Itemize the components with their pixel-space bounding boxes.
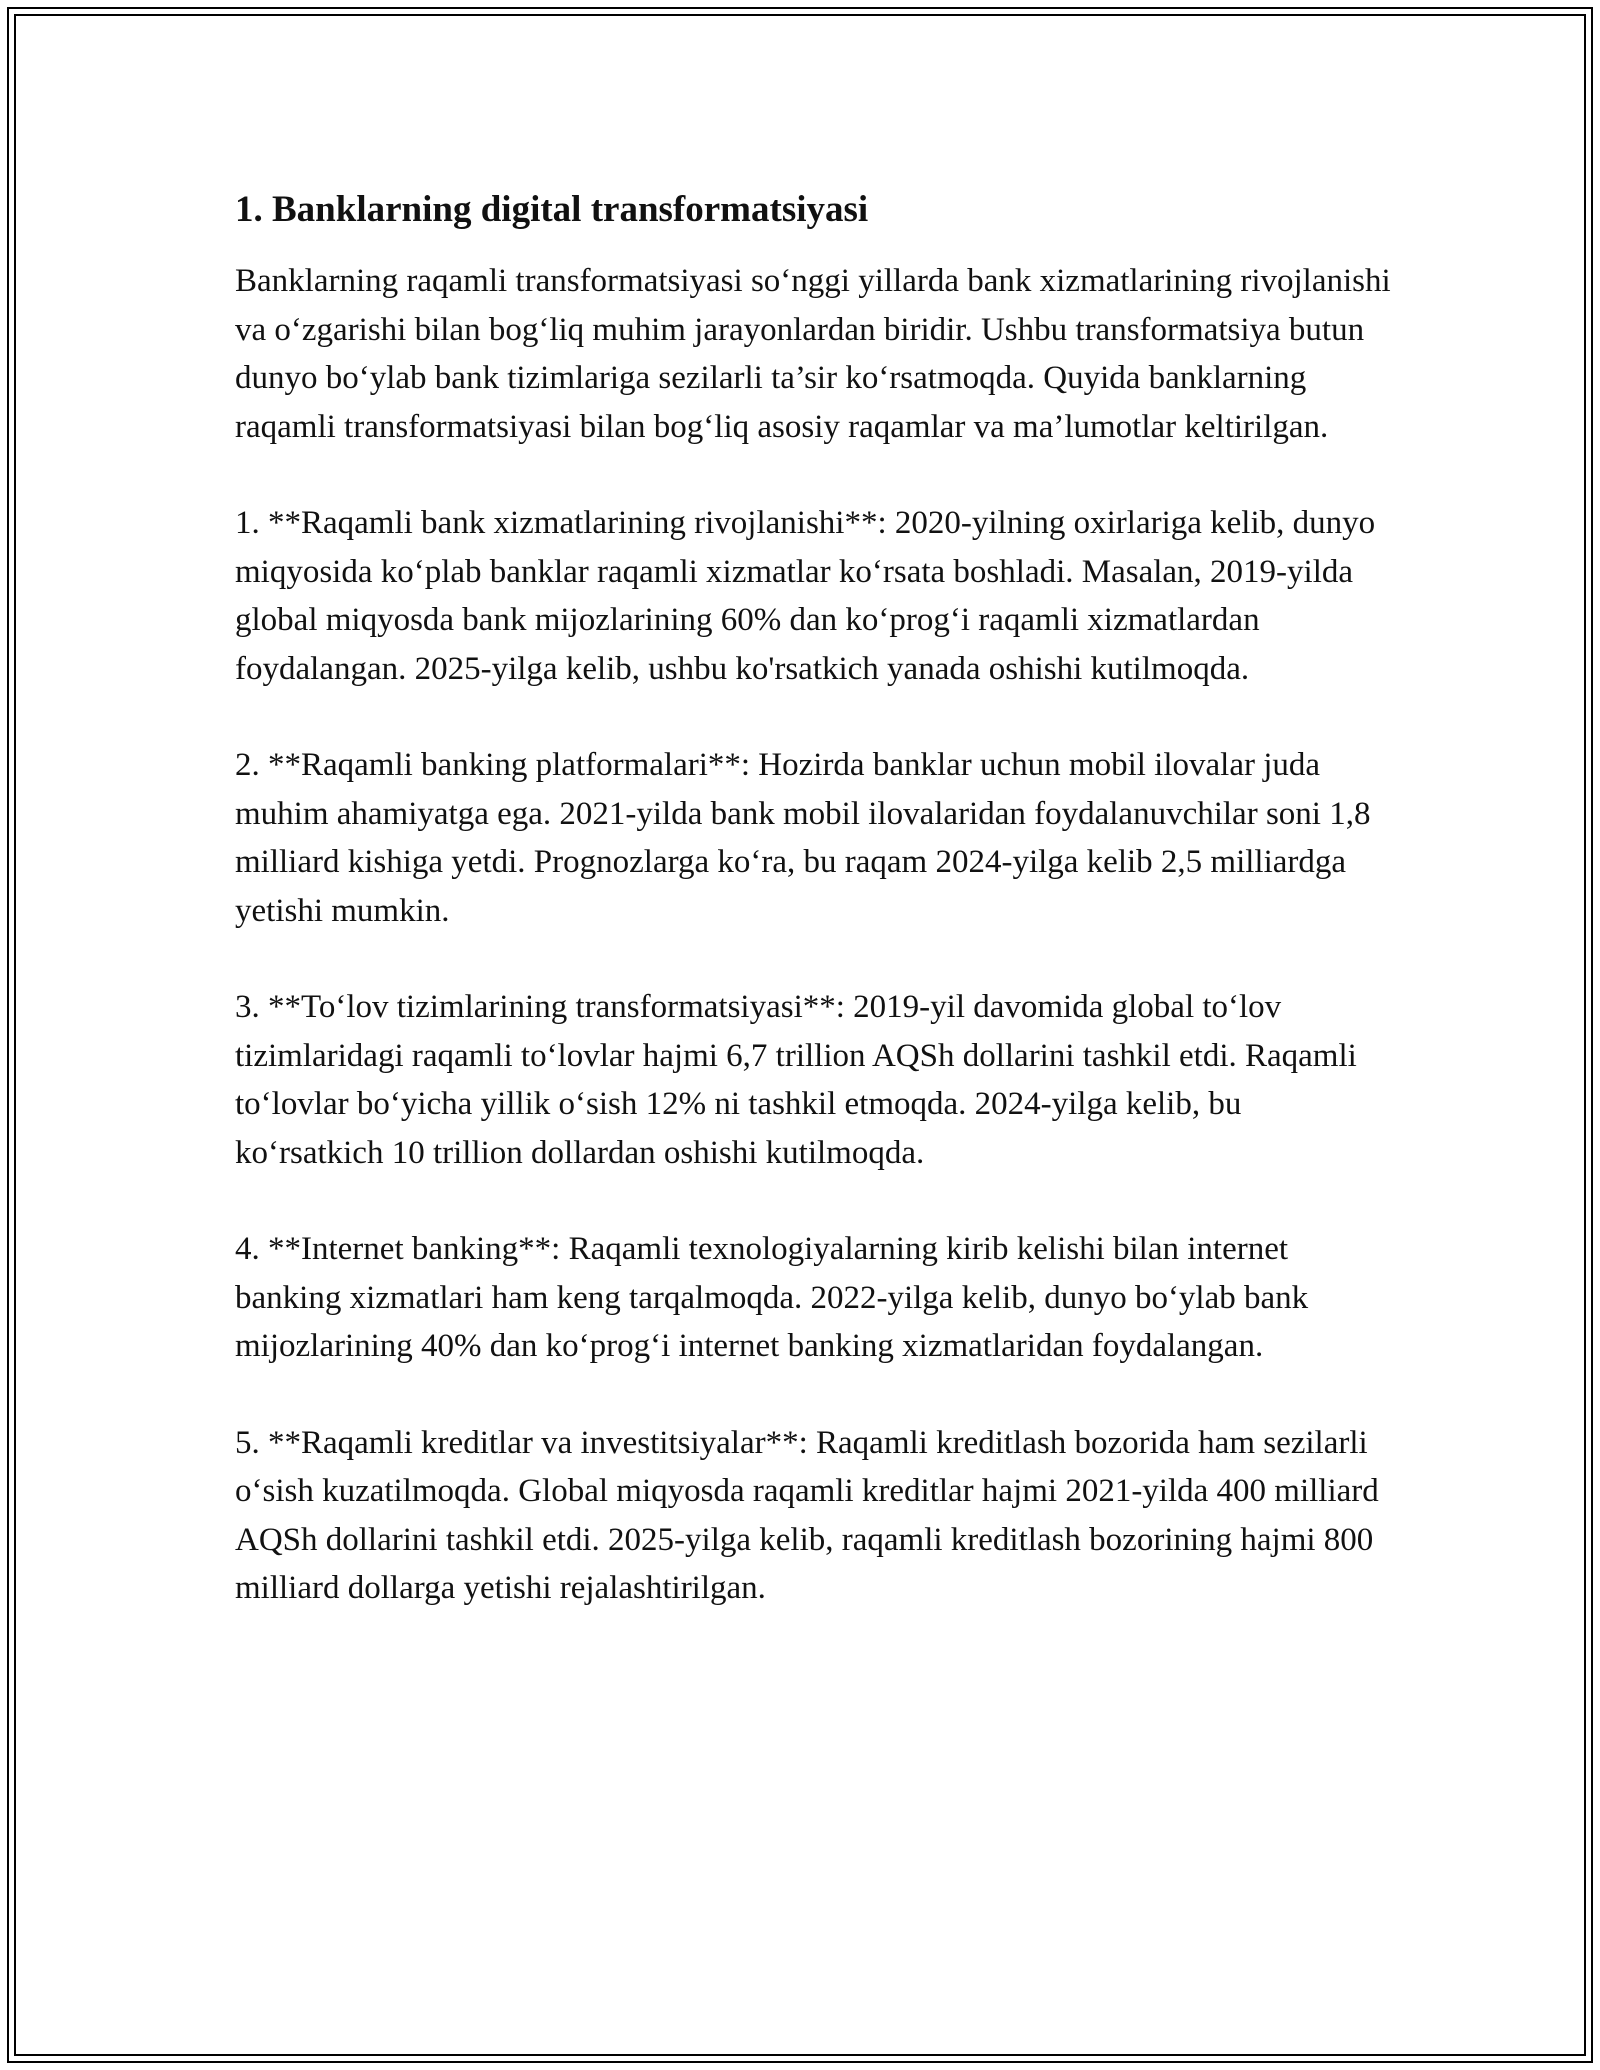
document-title: 1. Banklarning digital transformatsiyasi [235,189,869,230]
paragraph-digital-credits: 5. **Raqamli kreditlar va investitsiyalar**: Raqamli kreditlash bozorida ham sezilarli o‘sish kuzatilmoqda. Global miqyosda raqamli kreditlar hajmi 2021-yilda 400 milliard AQSh dollarini tashkil etdi. 2025-yilga kelib, raqamli kreditlash bozorining hajmi 800 milliard dollarga yetishi rejalashtirilgan. [235,1424,1379,1606]
document-body [235,186,1395,1661]
paragraph-digital-services: 1. **Raqamli bank xizmatlarining rivojlanishi**: 2020-yilning oxirlariga kelib, dunyo miqyosida ko‘plab banklar raqamli xizmatlar ko‘rsata boshladi. Masalan, 2019-yilda global miqyosda bank mijozlarining 60% dan ko‘prog‘i raqamli xizmatlardan foydalangan. 2025-yilga kelib, ushbu ko'rsatkich yanada oshishi kutilmoqda. [235,505,1376,687]
paragraph-banking-platforms: 2. **Raqamli banking platformalari**: Hozirda banklar uchun mobil ilovalar juda muhim ahamiyatga ega. 2021-yilda bank mobil ilovalaridan foydalanuvchilar soni 1,8 milliard kishiga yetdi. Prognozlarga ko‘ra, bu raqam 2024-yilga kelib 2,5 milliardga yetishi mumkin. [235,747,1371,929]
paragraph-payment-systems: 3. **To‘lov tizimlarining transformatsiyasi**: 2019-yil davomida global to‘lov tizimlaridagi raqamli to‘lovlar hajmi 6,7 trillion AQSh dollarini tashkil etdi. Raqamli to‘lovlar bo‘yicha yillik o‘sish 12% ni tashkil etmoqda. 2024-yilga kelib, bu ko‘rsatkich 10 trillion dollardan oshishi kutilmoqda. [235,989,1357,1171]
intro-paragraph: Banklarning raqamli transformatsiyasi so‘nggi yillarda bank xizmatlarining rivojlanishi va o‘zgarishi bilan bog‘liq muhim jarayonlardan biridir. Ushbu transformatsiya butun dunyo bo‘ylab bank tizimlariga sezilarli ta’sir ko‘rsatmoqda. Quyida banklarning raqamli transformatsiyasi bilan bog‘liq asosiy raqamlar va ma’lumotlar keltirilgan. [235,263,1391,445]
paragraph-internet-banking: 4. **Internet banking**: Raqamli texnologiyalarning kirib kelishi bilan internet banking xizmatlari ham keng tarqalmoqda. 2022-yilga kelib, dunyo bo‘ylab bank mijozlarining 40% dan ko‘prog‘i internet banking xizmatlaridan foydalangan. [235,1231,1309,1364]
